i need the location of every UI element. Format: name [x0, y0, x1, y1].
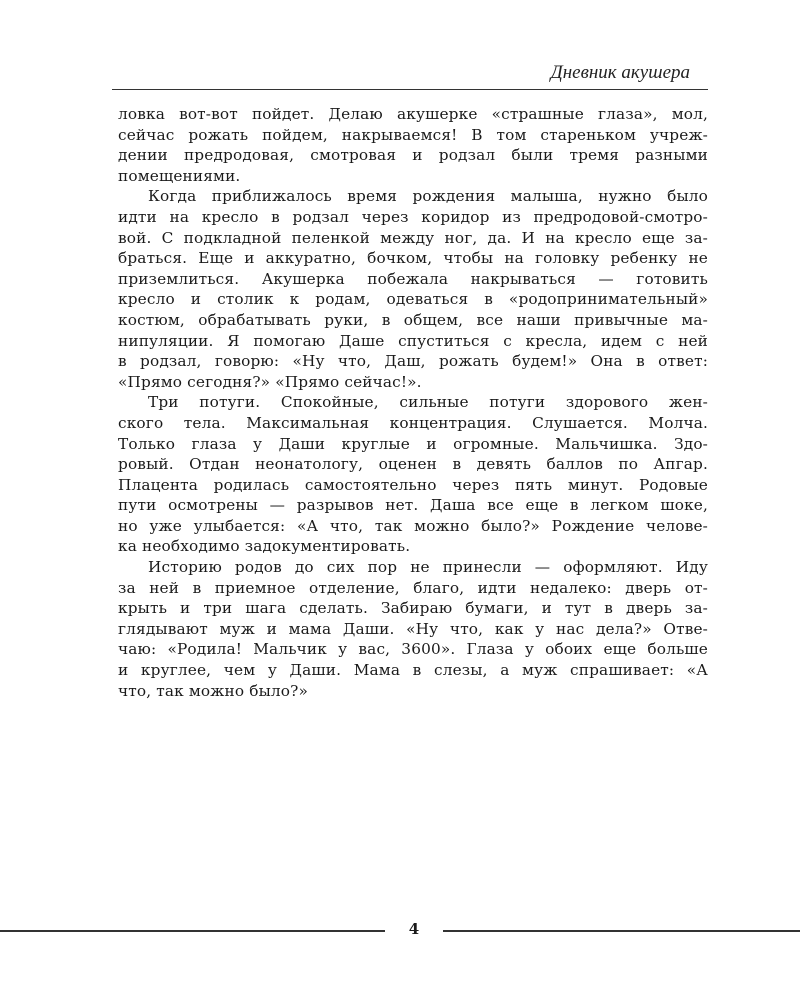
text-line: Три потуги. Спокойные, сильные потуги здорового жен-: [148, 393, 708, 412]
text-line: но уже улыбается: «А что, так можно было?» Рождение челове-: [118, 516, 708, 535]
footer-rule-right: [443, 930, 800, 932]
text-line: в родзал, говорю: «Ну что, Даш, рожать будем!» Она в ответ:: [118, 352, 708, 371]
text-line: и круглее, чем у Даши. Мама в слезы, а муж спрашивает: «А: [118, 661, 708, 680]
body-text: [118, 104, 708, 701]
paragraph: [118, 557, 708, 701]
paragraph: [118, 392, 708, 557]
page-header: [112, 60, 708, 90]
text-line: ловка вот-вот пойдет. Делаю акушерке «страшные глаза», мол,: [118, 105, 708, 123]
text-line: помещениями.: [118, 166, 241, 185]
text-line: кресло и столик к родам, одеваться в «родопринимательный»: [118, 290, 708, 309]
text-line: за ней в приемное отделение, благо, идти недалеко: дверь от-: [118, 578, 708, 597]
page-number: 4: [408, 920, 420, 938]
text-line: сейчас рожать пойдем, накрываемся! В том старeньком учреж-: [118, 125, 708, 144]
running-title: Дневник акушера: [550, 62, 690, 83]
text-line: Когда приближалось время рождения малыша, нужно было: [148, 187, 708, 206]
text-line: чаю: «Родила! Мальчик у вас, 3600». Глаза у обоих еще больше: [118, 640, 708, 659]
text-line: приземлиться. Акушерка побежала накрываться — готовить: [118, 269, 708, 288]
text-line: Историю родов до сих пор не принесли — оформляют. Иду: [148, 558, 708, 577]
text-line: ровый. Отдан неонатологу, оценен в девять баллов по Апгар.: [118, 455, 708, 474]
text-line: пути осмотрены — разрывов нет. Даша все еще в легком шоке,: [118, 496, 708, 515]
text-line: что, так можно было?»: [118, 681, 308, 700]
paragraph: [118, 186, 708, 392]
page-footer: [0, 920, 800, 940]
text-line: браться. Еще и аккуратно, бочком, чтобы на головку ребенку не: [118, 249, 708, 268]
text-line: вой. С подкладной пеленкой между ног, да. И на кресло еще за-: [118, 228, 708, 247]
text-line: крыть и три шага сделать. Забираю бумаги, и тут в дверь за-: [118, 599, 708, 618]
text-line: Плацента родилась самостоятельно через пять минут. Родовые: [118, 475, 708, 494]
text-line: «Прямо сегодня?» «Прямо сейчас!».: [118, 372, 422, 391]
paragraph: [118, 104, 708, 186]
text-line: Только глаза у Даши круглые и огромные. Мальчишка. Здо-: [118, 434, 708, 453]
text-line: ка необходимо задокументировать.: [118, 537, 411, 556]
header-rule: [112, 89, 708, 90]
text-line: костюм, обрабатывать руки, в общем, все наши привычные ма-: [118, 310, 708, 329]
text-line: идти на кресло в родзал через коридор из предродовой-смотро-: [118, 207, 708, 226]
text-line: нипуляции. Я помогаю Даше спуститься с кресла, идем с ней: [118, 331, 708, 350]
footer-rule-left: [0, 930, 385, 932]
text-line: дении предродовая, смотровая и родзал были тремя разными: [118, 146, 708, 165]
text-line: глядывают муж и мама Даши. «Ну что, как у нас дела?» Отве-: [118, 619, 708, 638]
text-line: ского тела. Максимальная концентрация. Слушается. Молча.: [118, 413, 708, 432]
